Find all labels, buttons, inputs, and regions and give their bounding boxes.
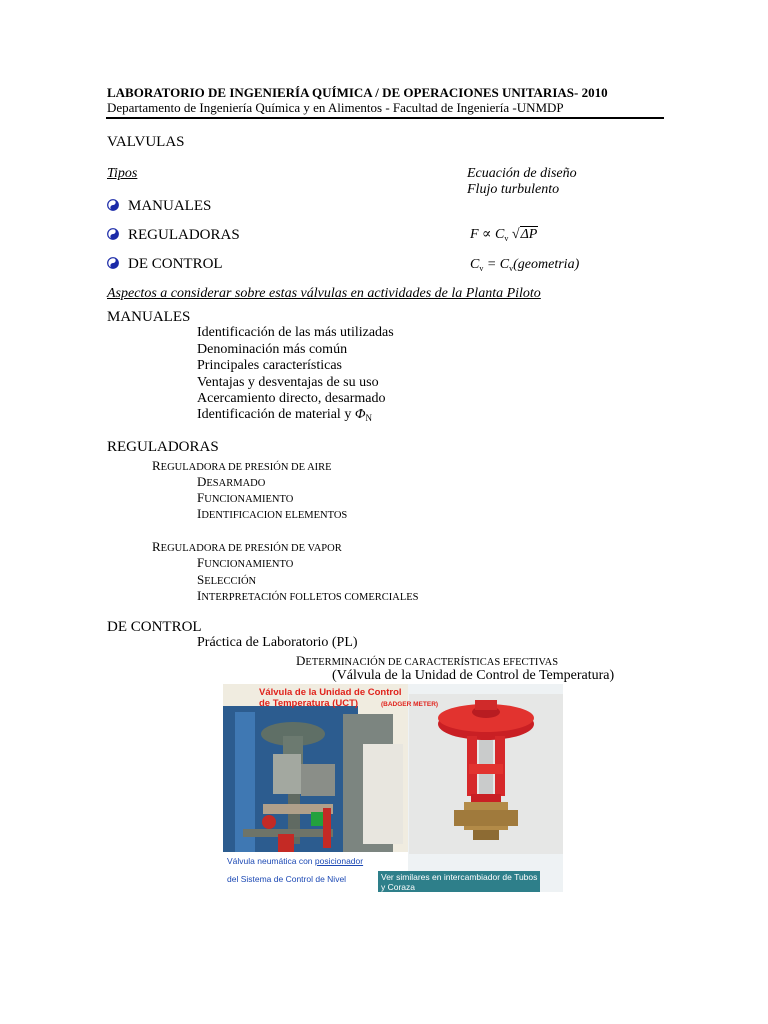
figure-caption-badger: (BADGER METER) xyxy=(381,701,439,708)
section-title: VALVULAS xyxy=(107,134,185,150)
reguladora-vapor-item: FUNCIONAMIENTO xyxy=(197,555,294,570)
manuales-heading: MANUALES xyxy=(107,309,191,325)
tipo-item-de-control xyxy=(107,256,223,273)
figure-caption-pneumatic: Válvula neumática con posicionador xyxy=(227,856,364,866)
design-eq-subheading: Flujo turbulento xyxy=(467,182,560,197)
tipo-label: MANUALES xyxy=(128,198,212,214)
phi-symbol: Φ xyxy=(354,407,366,422)
header-subtitle: Departamento de Ingeniería Química y en Alimentos - Facultad de Ingeniería -UNMDP xyxy=(107,100,564,115)
reguladora-vapor-item: INTERPRETACIÓN FOLLETOS COMERCIALES xyxy=(197,588,419,603)
aspects-heading: Aspectos a considerar sobre estas válvulas en actividades de la Planta Piloto xyxy=(107,286,541,301)
figure-caption-uct: Válvula de la Unidad de Control de Temperatura (UCT) xyxy=(259,687,402,709)
valve-photos-figure xyxy=(223,684,563,892)
design-eq-heading: Ecuación de diseño xyxy=(467,166,577,181)
manuales-item: Acercamiento directo, desarmado xyxy=(197,391,386,406)
manuales-item: Ventajas y desventajas de su uso xyxy=(197,375,379,390)
reguladora-vapor-title: REGULADORA DE PRESIÓN DE VAPOR xyxy=(152,539,342,554)
practica-laboratorio: Práctica de Laboratorio (PL) xyxy=(197,635,358,650)
tipos-heading: Tipos xyxy=(107,166,138,181)
header-title: LABORATORIO DE INGENIERÍA QUÍMICA / DE OPERACIONES UNITARIAS- 2010 xyxy=(107,85,608,100)
reguladoras-heading: REGULADORAS xyxy=(107,439,219,455)
yin-yang-bullet-icon xyxy=(107,228,119,240)
reguladora-aire-title: REGULADORA DE PRESIÓN DE AIRE xyxy=(152,458,332,473)
reguladora-aire-item: IDENTIFICACION ELEMENTOS xyxy=(197,506,348,521)
sqrt-sign: √ xyxy=(511,227,520,242)
reguladora-vapor-item: SELECCIÓN xyxy=(197,572,257,587)
red-control-valve-photo xyxy=(409,694,563,854)
manuales-item: Principales características xyxy=(197,358,342,373)
de-control-heading: DE CONTROL xyxy=(107,619,202,635)
manuales-item: Denominación más común xyxy=(197,342,348,357)
figure-caption-exchanger: Ver similares en intercambiador de Tubos y Coraza xyxy=(378,871,540,892)
reguladora-aire-item: DESARMADO xyxy=(197,474,266,489)
tipo-item-manuales xyxy=(107,198,211,215)
tipo-item-reguladoras xyxy=(107,227,240,244)
equation-flow-proportional: $F \propto C_v$ √ΔP xyxy=(470,227,538,243)
tipo-label: REGULADORAS xyxy=(128,227,240,243)
reguladora-aire-item: FUNCIONAMIENTO xyxy=(197,490,294,505)
determinacion-caracteristicas: DETERMINACIÓN DE CARACTERÍSTICAS EFECTIVAS xyxy=(296,653,559,668)
manuales-item: Identificación de las más utilizadas xyxy=(197,325,394,340)
yin-yang-bullet-icon xyxy=(107,199,119,211)
yin-yang-bullet-icon xyxy=(107,257,119,269)
equation-cv-geometry: $C_v$ = $C_v(geometria)$ xyxy=(470,257,580,273)
valve-note: (Válvula de la Unidad de Control de Temperatura) xyxy=(332,668,615,683)
manuales-item-material: Identificación de material y $\Phi_N$ xyxy=(197,407,372,423)
figure-caption-level: del Sistema de Control de Nivel xyxy=(227,874,347,884)
header-rule xyxy=(106,117,664,119)
tipo-label: DE CONTROL xyxy=(128,256,223,272)
